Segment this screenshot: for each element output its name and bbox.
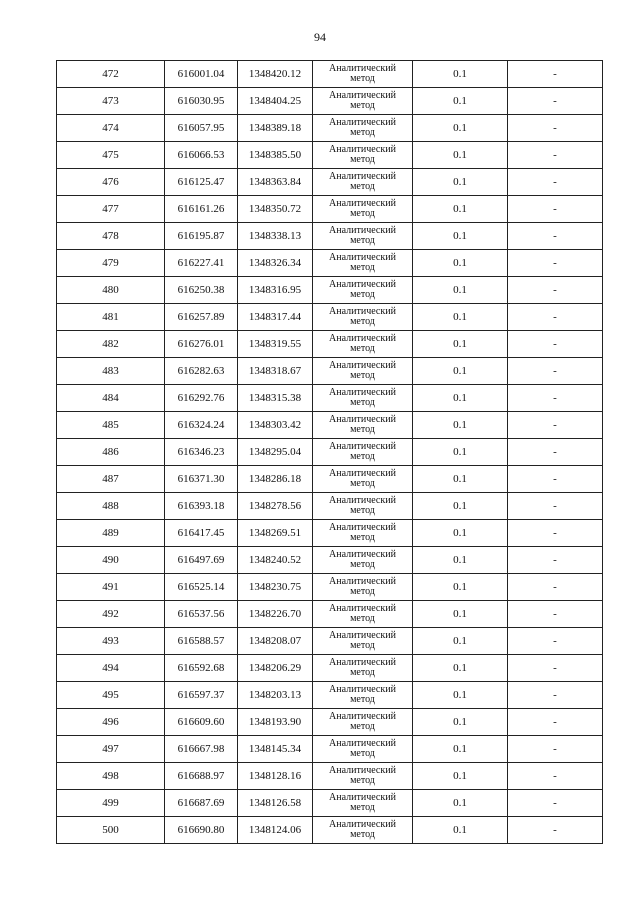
x-coordinate-cell: 616497.69 <box>165 547 238 574</box>
method-label-line1: Аналитический <box>329 549 396 560</box>
point-number-cell: 472 <box>57 61 165 88</box>
point-number-cell: 487 <box>57 466 165 493</box>
note-cell: - <box>508 601 603 628</box>
method-label-line2: метод <box>350 640 375 651</box>
accuracy-cell: 0.1 <box>413 790 508 817</box>
accuracy-cell: 0.1 <box>413 88 508 115</box>
method-label-line2: метод <box>350 802 375 813</box>
accuracy-cell: 0.1 <box>413 655 508 682</box>
point-number-cell: 494 <box>57 655 165 682</box>
y-coordinate-cell: 1348206.29 <box>238 655 313 682</box>
point-number-cell: 492 <box>57 601 165 628</box>
point-number-cell: 488 <box>57 493 165 520</box>
y-coordinate-cell: 1348208.07 <box>238 628 313 655</box>
accuracy-cell: 0.1 <box>413 250 508 277</box>
method-cell <box>313 250 413 277</box>
accuracy-cell: 0.1 <box>413 115 508 142</box>
table-row <box>57 682 603 709</box>
accuracy-cell: 0.1 <box>413 601 508 628</box>
method-label-line1: Аналитический <box>329 522 396 533</box>
y-coordinate-cell: 1348126.58 <box>238 790 313 817</box>
method-label-line1: Аналитический <box>329 765 396 776</box>
table-row <box>57 466 603 493</box>
table-row <box>57 331 603 358</box>
method-label-line2: метод <box>350 235 375 246</box>
coordinates-table-body <box>57 61 603 844</box>
note-cell: - <box>508 196 603 223</box>
y-coordinate-cell: 1348286.18 <box>238 466 313 493</box>
y-coordinate-cell: 1348124.06 <box>238 817 313 844</box>
point-number-cell: 480 <box>57 277 165 304</box>
x-coordinate-cell: 616688.97 <box>165 763 238 790</box>
method-label-line2: метод <box>350 532 375 543</box>
y-coordinate-cell: 1348316.95 <box>238 277 313 304</box>
table-row <box>57 412 603 439</box>
note-cell: - <box>508 736 603 763</box>
y-coordinate-cell: 1348278.56 <box>238 493 313 520</box>
method-label-line2: метод <box>350 100 375 111</box>
method-label-line1: Аналитический <box>329 63 396 74</box>
method-label-line2: метод <box>350 478 375 489</box>
table-row <box>57 115 603 142</box>
note-cell: - <box>508 709 603 736</box>
accuracy-cell: 0.1 <box>413 520 508 547</box>
x-coordinate-cell: 616690.80 <box>165 817 238 844</box>
accuracy-cell: 0.1 <box>413 61 508 88</box>
method-label-line2: метод <box>350 181 375 192</box>
method-label-line1: Аналитический <box>329 414 396 425</box>
y-coordinate-cell: 1348193.90 <box>238 709 313 736</box>
point-number-cell: 493 <box>57 628 165 655</box>
y-coordinate-cell: 1348404.25 <box>238 88 313 115</box>
y-coordinate-cell: 1348420.12 <box>238 61 313 88</box>
table-row <box>57 385 603 412</box>
y-coordinate-cell: 1348203.13 <box>238 682 313 709</box>
table-row <box>57 601 603 628</box>
accuracy-cell: 0.1 <box>413 466 508 493</box>
y-coordinate-cell: 1348315.38 <box>238 385 313 412</box>
note-cell: - <box>508 763 603 790</box>
table-row <box>57 709 603 736</box>
x-coordinate-cell: 616687.69 <box>165 790 238 817</box>
method-label-line1: Аналитический <box>329 360 396 371</box>
y-coordinate-cell: 1348350.72 <box>238 196 313 223</box>
accuracy-cell: 0.1 <box>413 574 508 601</box>
table-row <box>57 196 603 223</box>
method-cell <box>313 520 413 547</box>
note-cell: - <box>508 520 603 547</box>
accuracy-cell: 0.1 <box>413 763 508 790</box>
note-cell: - <box>508 790 603 817</box>
method-label-line2: метод <box>350 154 375 165</box>
method-label-line2: метод <box>350 73 375 84</box>
table-row <box>57 574 603 601</box>
point-number-cell: 481 <box>57 304 165 331</box>
method-label-line2: метод <box>350 721 375 732</box>
method-cell <box>313 736 413 763</box>
method-cell <box>313 709 413 736</box>
method-label-line1: Аналитический <box>329 225 396 236</box>
coordinates-table <box>56 60 603 844</box>
point-number-cell: 479 <box>57 250 165 277</box>
accuracy-cell: 0.1 <box>413 277 508 304</box>
x-coordinate-cell: 616537.56 <box>165 601 238 628</box>
method-label-line1: Аналитический <box>329 684 396 695</box>
accuracy-cell: 0.1 <box>413 412 508 439</box>
method-label-line2: метод <box>350 451 375 462</box>
method-label-line2: метод <box>350 343 375 354</box>
table-row <box>57 358 603 385</box>
y-coordinate-cell: 1348145.34 <box>238 736 313 763</box>
point-number-cell: 489 <box>57 520 165 547</box>
accuracy-cell: 0.1 <box>413 628 508 655</box>
y-coordinate-cell: 1348338.13 <box>238 223 313 250</box>
method-label-line1: Аналитический <box>329 819 396 830</box>
method-label-line1: Аналитический <box>329 792 396 803</box>
point-number-cell: 500 <box>57 817 165 844</box>
method-label-line2: метод <box>350 262 375 273</box>
y-coordinate-cell: 1348230.75 <box>238 574 313 601</box>
method-cell <box>313 196 413 223</box>
method-label-line2: метод <box>350 775 375 786</box>
table-row <box>57 655 603 682</box>
table-row <box>57 736 603 763</box>
note-cell: - <box>508 385 603 412</box>
method-label-line1: Аналитический <box>329 468 396 479</box>
accuracy-cell: 0.1 <box>413 439 508 466</box>
method-cell <box>313 61 413 88</box>
y-coordinate-cell: 1348128.16 <box>238 763 313 790</box>
method-label-line1: Аналитический <box>329 441 396 452</box>
y-coordinate-cell: 1348319.55 <box>238 331 313 358</box>
method-label-line1: Аналитический <box>329 387 396 398</box>
y-coordinate-cell: 1348269.51 <box>238 520 313 547</box>
x-coordinate-cell: 616609.60 <box>165 709 238 736</box>
method-label-line1: Аналитический <box>329 90 396 101</box>
y-coordinate-cell: 1348389.18 <box>238 115 313 142</box>
x-coordinate-cell: 616597.37 <box>165 682 238 709</box>
point-number-cell: 496 <box>57 709 165 736</box>
accuracy-cell: 0.1 <box>413 304 508 331</box>
point-number-cell: 478 <box>57 223 165 250</box>
table-row <box>57 628 603 655</box>
point-number-cell: 486 <box>57 439 165 466</box>
method-cell <box>313 358 413 385</box>
method-cell <box>313 466 413 493</box>
note-cell: - <box>508 304 603 331</box>
method-label-line2: метод <box>350 829 375 840</box>
x-coordinate-cell: 616195.87 <box>165 223 238 250</box>
x-coordinate-cell: 616667.98 <box>165 736 238 763</box>
accuracy-cell: 0.1 <box>413 682 508 709</box>
note-cell: - <box>508 574 603 601</box>
x-coordinate-cell: 616525.14 <box>165 574 238 601</box>
method-label-line1: Аналитический <box>329 576 396 587</box>
x-coordinate-cell: 616282.63 <box>165 358 238 385</box>
point-number-cell: 498 <box>57 763 165 790</box>
x-coordinate-cell: 616227.41 <box>165 250 238 277</box>
method-label-line1: Аналитический <box>329 117 396 128</box>
x-coordinate-cell: 616125.47 <box>165 169 238 196</box>
accuracy-cell: 0.1 <box>413 196 508 223</box>
table-row <box>57 142 603 169</box>
method-cell <box>313 547 413 574</box>
point-number-cell: 482 <box>57 331 165 358</box>
method-label-line1: Аналитический <box>329 711 396 722</box>
x-coordinate-cell: 616417.45 <box>165 520 238 547</box>
x-coordinate-cell: 616257.89 <box>165 304 238 331</box>
note-cell: - <box>508 439 603 466</box>
accuracy-cell: 0.1 <box>413 223 508 250</box>
y-coordinate-cell: 1348303.42 <box>238 412 313 439</box>
method-cell <box>313 169 413 196</box>
accuracy-cell: 0.1 <box>413 169 508 196</box>
method-cell <box>313 277 413 304</box>
accuracy-cell: 0.1 <box>413 547 508 574</box>
point-number-cell: 483 <box>57 358 165 385</box>
method-label-line2: метод <box>350 424 375 435</box>
note-cell: - <box>508 466 603 493</box>
table-row <box>57 520 603 547</box>
accuracy-cell: 0.1 <box>413 358 508 385</box>
method-cell <box>313 115 413 142</box>
method-label-line1: Аналитический <box>329 171 396 182</box>
y-coordinate-cell: 1348295.04 <box>238 439 313 466</box>
y-coordinate-cell: 1348240.52 <box>238 547 313 574</box>
method-label-line1: Аналитический <box>329 252 396 263</box>
method-label-line2: метод <box>350 694 375 705</box>
accuracy-cell: 0.1 <box>413 331 508 358</box>
point-number-cell: 474 <box>57 115 165 142</box>
table-row <box>57 817 603 844</box>
method-label-line2: метод <box>350 505 375 516</box>
method-label-line1: Аналитический <box>329 333 396 344</box>
method-cell <box>313 88 413 115</box>
y-coordinate-cell: 1348318.67 <box>238 358 313 385</box>
x-coordinate-cell: 616030.95 <box>165 88 238 115</box>
note-cell: - <box>508 250 603 277</box>
method-cell <box>313 601 413 628</box>
method-cell <box>313 790 413 817</box>
method-label-line2: метод <box>350 397 375 408</box>
point-number-cell: 485 <box>57 412 165 439</box>
point-number-cell: 491 <box>57 574 165 601</box>
method-cell <box>313 628 413 655</box>
x-coordinate-cell: 616393.18 <box>165 493 238 520</box>
point-number-cell: 499 <box>57 790 165 817</box>
y-coordinate-cell: 1348363.84 <box>238 169 313 196</box>
method-label-line2: метод <box>350 127 375 138</box>
note-cell: - <box>508 628 603 655</box>
method-cell <box>313 574 413 601</box>
note-cell: - <box>508 817 603 844</box>
method-label-line2: метод <box>350 613 375 624</box>
note-cell: - <box>508 61 603 88</box>
table-row <box>57 790 603 817</box>
accuracy-cell: 0.1 <box>413 385 508 412</box>
x-coordinate-cell: 616592.68 <box>165 655 238 682</box>
table-row <box>57 439 603 466</box>
method-label-line1: Аналитический <box>329 603 396 614</box>
x-coordinate-cell: 616250.38 <box>165 277 238 304</box>
method-cell <box>313 682 413 709</box>
x-coordinate-cell: 616001.04 <box>165 61 238 88</box>
method-cell <box>313 493 413 520</box>
method-cell <box>313 331 413 358</box>
accuracy-cell: 0.1 <box>413 736 508 763</box>
point-number-cell: 490 <box>57 547 165 574</box>
x-coordinate-cell: 616371.30 <box>165 466 238 493</box>
method-label-line1: Аналитический <box>329 306 396 317</box>
point-number-cell: 484 <box>57 385 165 412</box>
note-cell: - <box>508 493 603 520</box>
note-cell: - <box>508 655 603 682</box>
y-coordinate-cell: 1348226.70 <box>238 601 313 628</box>
note-cell: - <box>508 277 603 304</box>
method-label-line2: метод <box>350 748 375 759</box>
x-coordinate-cell: 616292.76 <box>165 385 238 412</box>
method-cell <box>313 142 413 169</box>
table-row <box>57 493 603 520</box>
x-coordinate-cell: 616346.23 <box>165 439 238 466</box>
y-coordinate-cell: 1348317.44 <box>238 304 313 331</box>
point-number-cell: 495 <box>57 682 165 709</box>
method-label-line1: Аналитический <box>329 657 396 668</box>
table-row <box>57 547 603 574</box>
y-coordinate-cell: 1348326.34 <box>238 250 313 277</box>
note-cell: - <box>508 331 603 358</box>
note-cell: - <box>508 358 603 385</box>
note-cell: - <box>508 412 603 439</box>
x-coordinate-cell: 616066.53 <box>165 142 238 169</box>
point-number-cell: 477 <box>57 196 165 223</box>
table-row <box>57 250 603 277</box>
method-label-line1: Аналитический <box>329 495 396 506</box>
method-cell <box>313 763 413 790</box>
method-cell <box>313 412 413 439</box>
method-cell <box>313 385 413 412</box>
table-row <box>57 304 603 331</box>
accuracy-cell: 0.1 <box>413 493 508 520</box>
page-number: 94 <box>314 30 326 44</box>
point-number-cell: 473 <box>57 88 165 115</box>
table-row <box>57 277 603 304</box>
method-label-line2: метод <box>350 559 375 570</box>
method-cell <box>313 304 413 331</box>
note-cell: - <box>508 169 603 196</box>
method-label-line1: Аналитический <box>329 144 396 155</box>
x-coordinate-cell: 616588.57 <box>165 628 238 655</box>
method-cell <box>313 439 413 466</box>
point-number-cell: 476 <box>57 169 165 196</box>
x-coordinate-cell: 616276.01 <box>165 331 238 358</box>
accuracy-cell: 0.1 <box>413 817 508 844</box>
method-label-line2: метод <box>350 316 375 327</box>
table-row <box>57 61 603 88</box>
method-cell <box>313 655 413 682</box>
note-cell: - <box>508 115 603 142</box>
note-cell: - <box>508 547 603 574</box>
method-label-line1: Аналитический <box>329 198 396 209</box>
table-row <box>57 223 603 250</box>
note-cell: - <box>508 682 603 709</box>
method-label-line2: метод <box>350 667 375 678</box>
x-coordinate-cell: 616324.24 <box>165 412 238 439</box>
table-row <box>57 763 603 790</box>
accuracy-cell: 0.1 <box>413 142 508 169</box>
method-label-line1: Аналитический <box>329 738 396 749</box>
point-number-cell: 497 <box>57 736 165 763</box>
table-row <box>57 169 603 196</box>
method-label-line2: метод <box>350 586 375 597</box>
method-label-line2: метод <box>350 289 375 300</box>
point-number-cell: 475 <box>57 142 165 169</box>
y-coordinate-cell: 1348385.50 <box>238 142 313 169</box>
method-label-line1: Аналитический <box>329 279 396 290</box>
table-row <box>57 88 603 115</box>
x-coordinate-cell: 616161.26 <box>165 196 238 223</box>
note-cell: - <box>508 142 603 169</box>
method-cell <box>313 817 413 844</box>
method-label-line2: метод <box>350 370 375 381</box>
x-coordinate-cell: 616057.95 <box>165 115 238 142</box>
method-label-line2: метод <box>350 208 375 219</box>
note-cell: - <box>508 88 603 115</box>
method-label-line1: Аналитический <box>329 630 396 641</box>
accuracy-cell: 0.1 <box>413 709 508 736</box>
note-cell: - <box>508 223 603 250</box>
method-cell <box>313 223 413 250</box>
